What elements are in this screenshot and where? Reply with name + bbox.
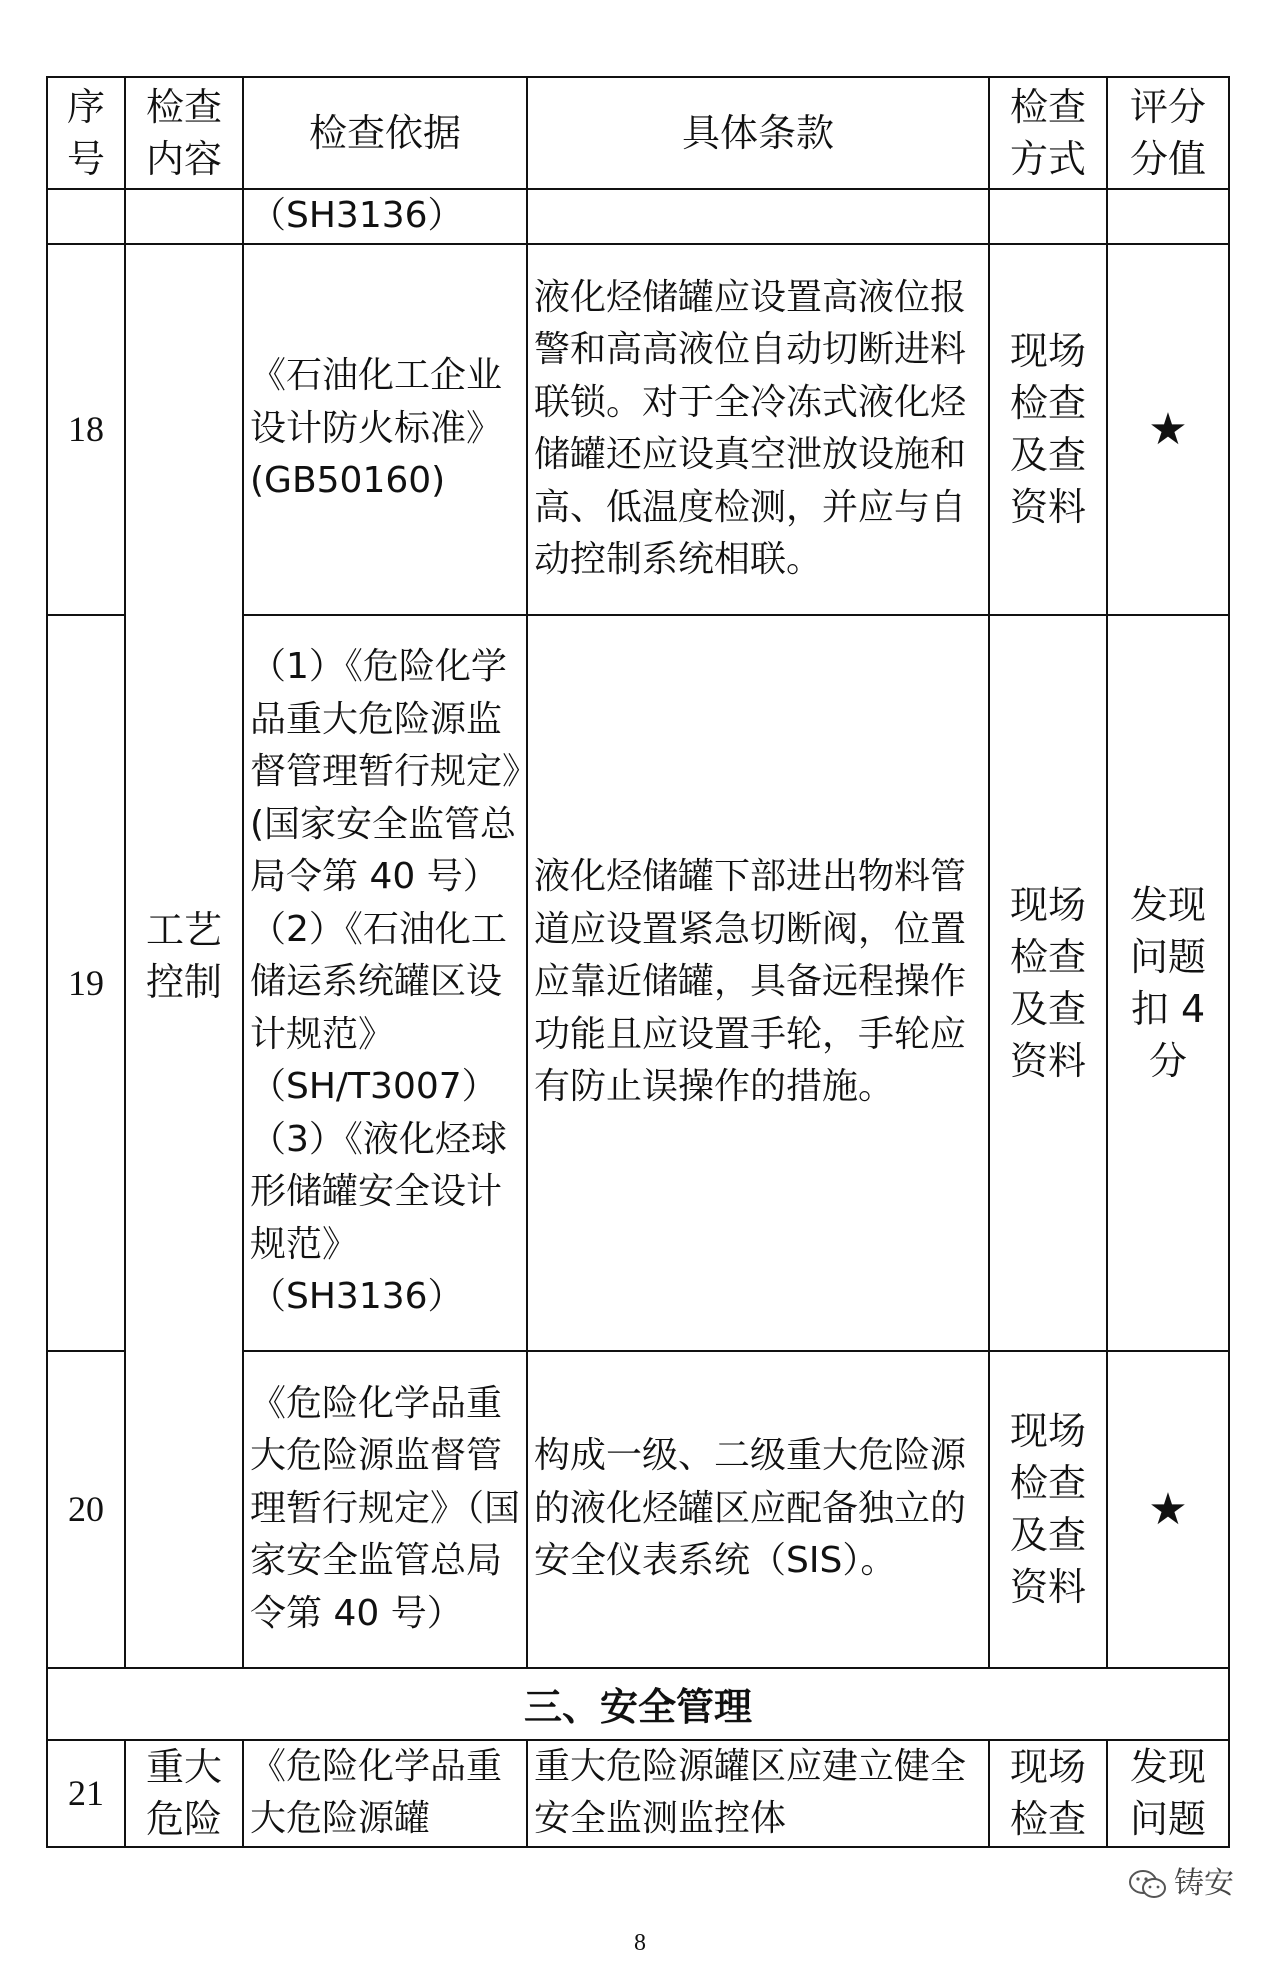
- row-score: [1107, 189, 1229, 244]
- watermark-text: 铸安: [1174, 1866, 1234, 1901]
- row-basis: （SH3136）: [243, 189, 527, 244]
- header-basis: 检查依据: [243, 77, 527, 189]
- row-score: ★: [1107, 244, 1229, 615]
- row-content: 工艺控制: [125, 244, 243, 1668]
- row-method: [989, 189, 1107, 244]
- table-row: [47, 1740, 1229, 1847]
- inspection-table: [46, 76, 1230, 1848]
- header-method: 检查方式: [989, 77, 1107, 189]
- section-row: [47, 1668, 1229, 1740]
- row-content: 重大危险: [125, 1740, 243, 1847]
- wechat-icon: [1128, 1869, 1168, 1901]
- row-seq: 20: [47, 1351, 125, 1668]
- row-clause: [527, 189, 989, 244]
- row-basis: 《石油化工企业设计防火标准》(GB50160): [243, 244, 527, 615]
- row-seq: [47, 189, 125, 244]
- row-clause: 构成一级、二级重大危险源的液化烃罐区应配备独立的安全仪表系统（SIS）。: [527, 1351, 989, 1668]
- row-method: 现场检查及查资料: [989, 615, 1107, 1351]
- row-clause: 重大危险源罐区应建立健全安全监测监控体: [527, 1740, 989, 1847]
- row-seq: 21: [47, 1740, 125, 1847]
- row-seq: 19: [47, 615, 125, 1351]
- table-row: [47, 189, 1229, 244]
- row-score: ★: [1107, 1351, 1229, 1668]
- header-seq: 序号: [47, 77, 125, 189]
- page-number: 8: [634, 1930, 646, 1956]
- header-clause: 具体条款: [527, 77, 989, 189]
- table-header-row: [47, 77, 1229, 189]
- row-method: 现场检查及查资料: [989, 1351, 1107, 1668]
- section-title: 三、安全管理: [47, 1668, 1229, 1740]
- row-score: 发现问题扣 4 分: [1107, 615, 1229, 1351]
- watermark: [1128, 1858, 1234, 1902]
- row-clause: 液化烃储罐应设置高液位报警和高高液位自动切断进料联锁。对于全冷冻式液化烃储罐还应设真空泄放设施和高、低温度检测，并应与自动控制系统相联。: [527, 244, 989, 615]
- row-basis: 《危险化学品重大危险源监督管理暂行规定》（国家安全监管总局令第 40 号）: [243, 1351, 527, 1668]
- row-seq: 18: [47, 244, 125, 615]
- row-method: 现场检查及查资料: [989, 244, 1107, 615]
- table-row: [47, 244, 1229, 615]
- header-content: 检查内容: [125, 77, 243, 189]
- row-content: [125, 189, 243, 244]
- row-basis: （1）《危险化学品重大危险源监督管理暂行规定》(国家安全监管总局令第 40 号）（2）《石油化工储运系统罐区设计规范》（SH/T3007）（3）《液化烃球形储罐安全设计规范》（SH3136）: [243, 615, 527, 1351]
- row-clause: 液化烃储罐下部进出物料管道应设置紧急切断阀，位置应靠近储罐，具备远程操作功能且应设置手轮，手轮应有防止误操作的措施。: [527, 615, 989, 1351]
- row-score: 发现问题: [1107, 1740, 1229, 1847]
- header-score: 评分分值: [1107, 77, 1229, 189]
- row-basis: 《危险化学品重大危险源罐: [243, 1740, 527, 1847]
- row-method: 现场检查: [989, 1740, 1107, 1847]
